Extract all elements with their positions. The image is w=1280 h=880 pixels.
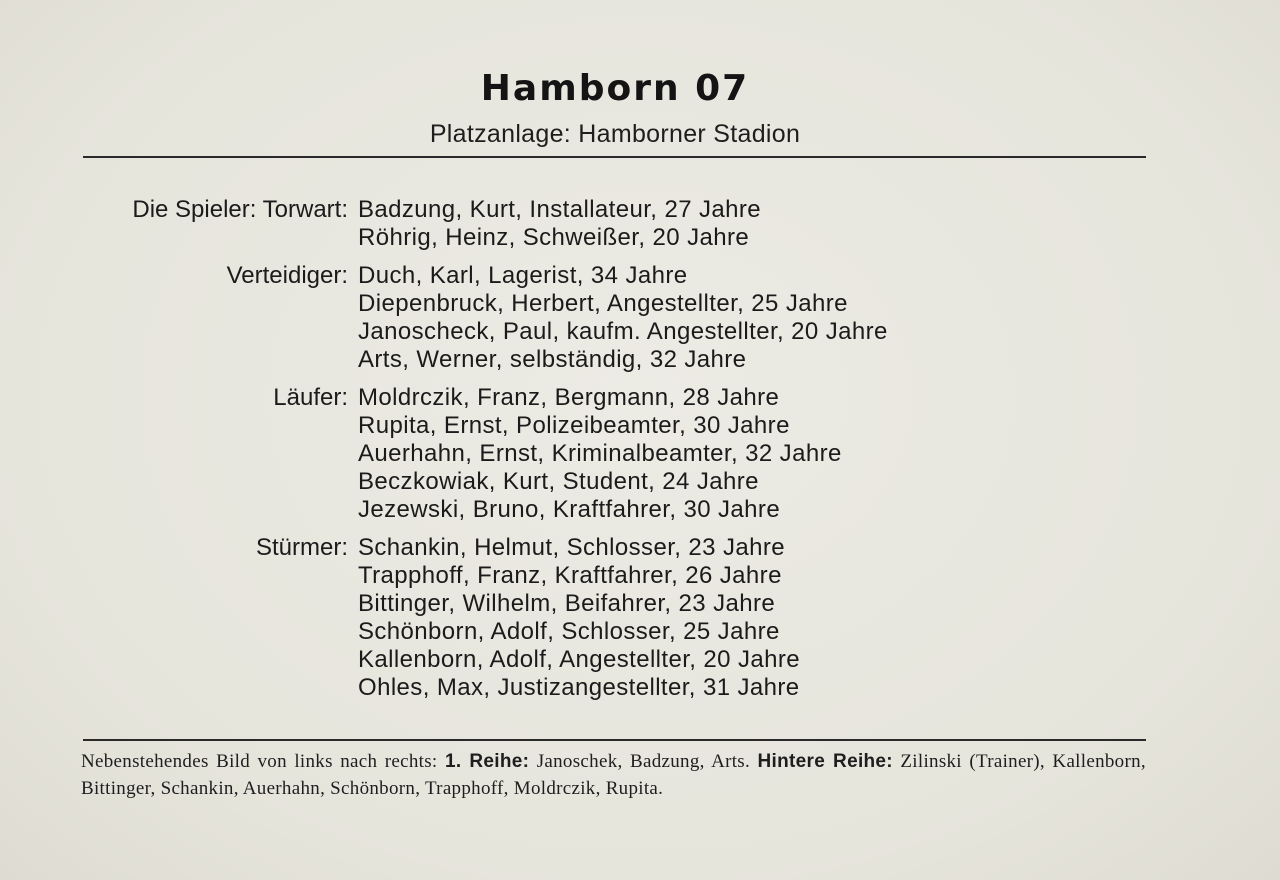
player-entry: Beczkowiak, Kurt, Student, 24 Jahre: [358, 468, 759, 495]
player-entry: Auerhahn, Ernst, Kriminalbeamter, 32 Jahre: [358, 440, 842, 467]
player-entry: Trapphoff, Franz, Kraftfahrer, 26 Jahre: [358, 562, 782, 589]
player-list: [358, 262, 1200, 374]
roster-group: [0, 262, 1200, 374]
player-entry: Schönborn, Adolf, Schlosser, 25 Jahre: [358, 618, 780, 645]
position-label: Die Spieler: Torwart:: [132, 196, 348, 223]
player-entry: Kallenborn, Adolf, Angestellter, 20 Jahre: [358, 646, 801, 673]
roster-group: [0, 196, 1200, 252]
top-divider: [83, 156, 1146, 158]
position-label: Stürmer:: [255, 534, 348, 561]
caption-row1-label: 1. Reihe:: [444, 751, 530, 772]
photo-caption: [81, 748, 1146, 802]
player-entry: Röhrig, Heinz, Schweißer, 20 Jahre: [358, 224, 750, 251]
player-entry: Janoscheck, Paul, kaufm. Angestellter, 20 Jahre: [358, 318, 888, 345]
player-entry: Bittinger, Wilhelm, Beifahrer, 23 Jahre: [358, 590, 776, 617]
player-entry: Duch, Karl, Lagerist, 34 Jahre: [358, 262, 688, 289]
position-label: Läufer:: [273, 384, 348, 411]
caption-row2-label: Hintere Reihe:: [757, 751, 893, 772]
player-entry: Schankin, Helmut, Schlosser, 23 Jahre: [358, 534, 786, 561]
player-entry: Badzung, Kurt, Installateur, 27 Jahre: [358, 196, 762, 223]
position-label: Verteidiger:: [226, 262, 348, 289]
player-entry: Diepenbruck, Herbert, Angestellter, 25 Jahre: [358, 290, 848, 317]
player-list: [358, 384, 1200, 524]
bottom-divider: [83, 739, 1146, 741]
player-entry: Moldrczik, Franz, Bergmann, 28 Jahre: [358, 384, 780, 411]
caption-intro: Nebenstehendes Bild von links nach rechts:: [81, 751, 438, 772]
caption-row2-names: Zilinski (Trainer), Kallenborn, Bittinger, Schankin, Auerhahn, Schönborn, Trapphoff, Moldrczik, Rupita.: [81, 751, 1146, 799]
player-list: [358, 196, 1200, 252]
roster-group: [0, 384, 1200, 524]
player-entry: Ohles, Max, Justizangestellter, 31 Jahre: [358, 674, 800, 701]
roster-group: [0, 534, 1200, 702]
player-entry: Arts, Werner, selbständig, 32 Jahre: [358, 346, 747, 373]
player-entry: Rupita, Ernst, Polizeibeamter, 30 Jahre: [358, 412, 790, 439]
caption-row1-names: Janoschek, Badzung, Arts.: [536, 751, 751, 772]
player-entry: Jezewski, Bruno, Kraftfahrer, 30 Jahre: [358, 496, 781, 523]
venue-subtitle: Platzanlage: Hamborner Stadion: [429, 120, 801, 148]
player-roster: [0, 196, 1200, 712]
player-list: [358, 534, 1200, 702]
page-title: Hamborn 07: [480, 68, 750, 109]
